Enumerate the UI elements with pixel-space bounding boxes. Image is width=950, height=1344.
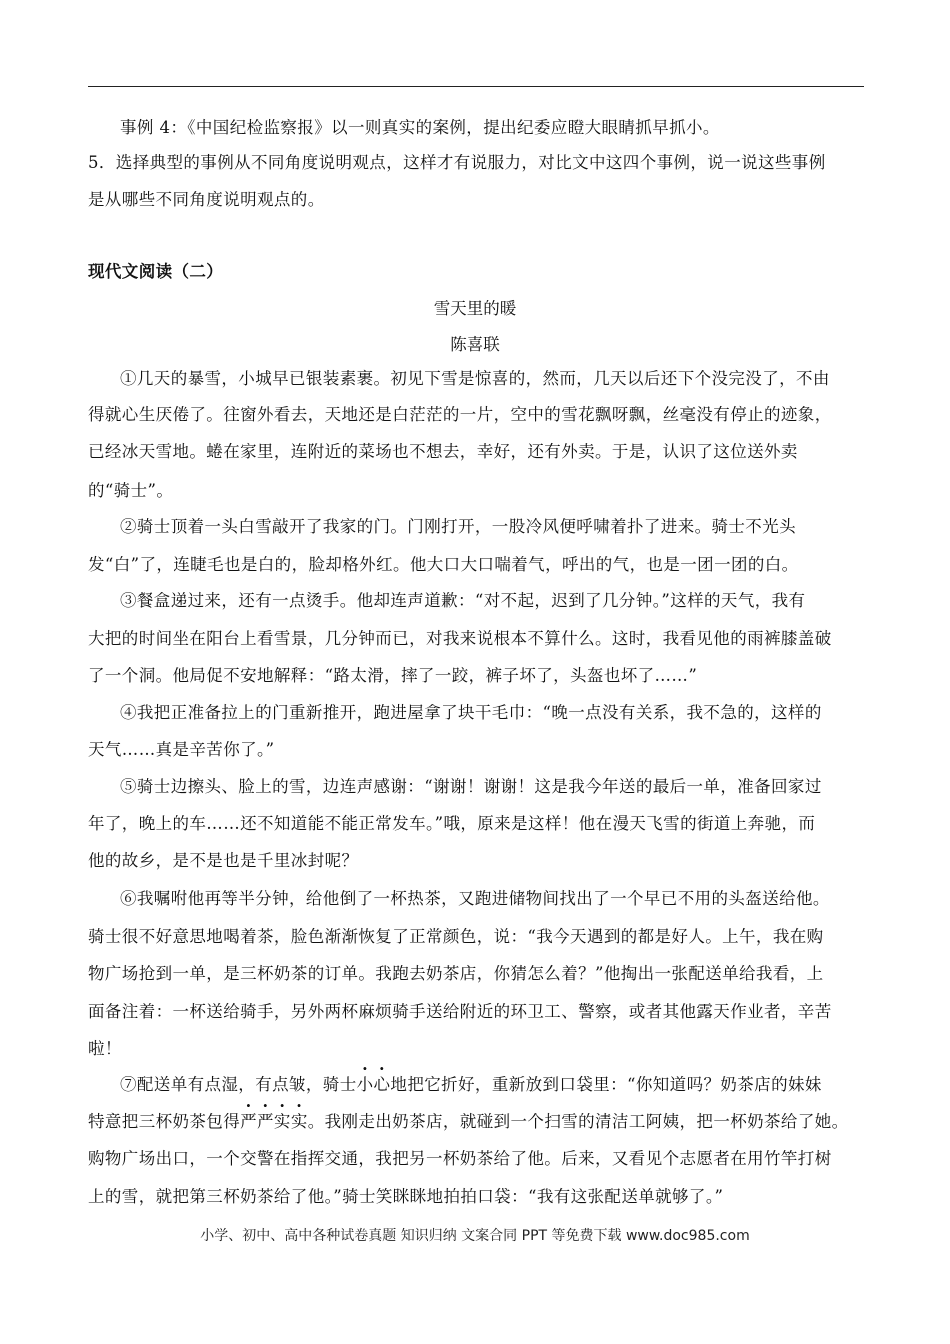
article-line: 得就心生厌倦了。往窗外看去，天地还是白茫茫的一片，空中的雪花飘呀飘，丝毫没有停止的迹象， bbox=[88, 405, 832, 424]
p7-text: 地 bbox=[390, 1075, 408, 1094]
article-line: 啦！ bbox=[88, 1039, 122, 1058]
paragraph-7-line-4: 上的雪，就把第三杯奶茶给了他。”骑士笑眯眯地拍拍口袋：“我有这张配送单就够了。” bbox=[88, 1187, 724, 1206]
article-line: ③餐盒递过来，还有一点烫手。他却连声道歉：“对不起，迟到了几分钟。”这样的天气，我有 bbox=[120, 591, 806, 610]
article-line: 他的故乡，是不是也是千里冰封呢？ bbox=[88, 851, 359, 870]
p7-text: 特意把三杯奶茶包得 bbox=[88, 1112, 241, 1131]
article-line: 已经冰天雪地。蜷在家里，连附近的菜场也不想去，幸好，还有外卖。于是，认识了这位送外卖 bbox=[88, 442, 798, 461]
article-line: 物广场抢到一单，是三杯奶茶的订单。我跑去奶茶店，你猜怎么着？”他掏出一张配送单给我看，上 bbox=[88, 964, 824, 983]
emphasis-char: 严 bbox=[257, 1112, 274, 1131]
article-line: 发“白”了，连睫毛也是白的，脸却格外红。他大口大口喘着气，呼出的气，也是一团一团的白。 bbox=[88, 555, 799, 574]
article-line: ⑤骑士边擦头、脸上的雪，边连声感谢：“谢谢！谢谢！这是我今年送的最后一单，准备回家过 bbox=[120, 777, 822, 796]
article-line: ①几天的暴雪，小城早已银装素裹。初见下雪是惊喜的，然而，几天以后还下个没完没了，不由 bbox=[120, 369, 830, 388]
section-heading: 现代文阅读（二） bbox=[88, 262, 224, 281]
article-line: 天气……真是辛苦你了。” bbox=[88, 740, 275, 759]
header-rule bbox=[88, 86, 864, 87]
question-5-line-2: 是从哪些不同角度说明观点的。 bbox=[88, 190, 325, 209]
footer-banner: 小学、初中、高中各种试卷真题 知识归纳 文案合同 PPT 等免费下载 www.doc985.com bbox=[200, 1228, 750, 1244]
article-line: 年了，晚上的车……还不知道能不能正常发车。”哦，原来是这样！他在漫天飞雪的街道上奔驰，而 bbox=[88, 814, 816, 833]
emphasis-char: 严 bbox=[240, 1112, 258, 1131]
emphasis-char: 小 bbox=[356, 1075, 374, 1094]
example-4: 事例 4：《中国纪检监察报》以一则真实的案例，提出纪委应瞪大眼睛抓早抓小。 bbox=[120, 118, 720, 137]
paragraph-7-line-2 bbox=[88, 1111, 849, 1133]
article-line: 骑士很不好意思地喝着茶，脸色渐渐恢复了正常颜色，说：“我今天遇到的都是好人。上午，我在购 bbox=[88, 927, 824, 946]
p7-text: ⑦配送单有点湿，有点皱，骑士 bbox=[120, 1075, 357, 1094]
article-title: 雪天里的暖 bbox=[433, 299, 517, 318]
article-line: ②骑士顶着一头白雪敲开了我家的门。门刚打开，一股冷风便呼啸着扑了进来。骑士不光头 bbox=[120, 517, 796, 536]
emphasis-dotted-text bbox=[357, 1075, 391, 1094]
article-line: 了一个洞。他局促不安地解释：“路太滑，摔了一跤，裤子坏了，头盔也坏了……” bbox=[88, 666, 698, 685]
emphasis-char: 心 bbox=[373, 1075, 391, 1094]
emphasis-dotted-text bbox=[240, 1112, 308, 1131]
article-line: ④我把正准备拉上的门重新推开，跑进屋拿了块干毛巾：“晚一点没有关系，我不急的，这样的 bbox=[120, 703, 822, 722]
emphasis-char: 实 bbox=[290, 1112, 308, 1131]
paragraph-7-line-3: 购物广场出口，一个交警在指挥交通，我把另一杯奶茶给了他。后来，又看见个志愿者在用竹竿打树 bbox=[88, 1149, 832, 1168]
article-line: 的“骑士”。 bbox=[88, 481, 174, 500]
p7-text: 。我刚走出奶茶店，就碰到一个扫雪的清洁工阿姨，把一杯奶茶给了她。 bbox=[307, 1112, 849, 1131]
question-5-line-1: 5．选择典型的事例从不同角度说明观点，这样才有说服力，对比文中这四个事例，说一说这些事例 bbox=[88, 153, 826, 172]
article-line: 面备注着：一杯送给骑手，另外两杯麻烦骑手送给附近的环卫工、警察，或者其他露天作业者，辛苦 bbox=[88, 1002, 832, 1021]
paragraph-7-line-1 bbox=[120, 1074, 822, 1096]
article-line: 大把的时间坐在阳台上看雪景，几分钟而已，对我来说根本不算什么。这时，我看见他的雨裤膝盖破 bbox=[88, 629, 832, 648]
article-line: ⑥我嘱咐他再等半分钟，给他倒了一杯热茶，又跑进储物间找出了一个早已不用的头盔送给他。 bbox=[120, 889, 830, 908]
emphasis-char: 实 bbox=[273, 1112, 291, 1131]
p7-text: 把它折好，重新放到口袋里：“你知道吗？奶茶店的妹妹 bbox=[407, 1075, 822, 1094]
article-author: 陈喜联 bbox=[450, 335, 500, 354]
